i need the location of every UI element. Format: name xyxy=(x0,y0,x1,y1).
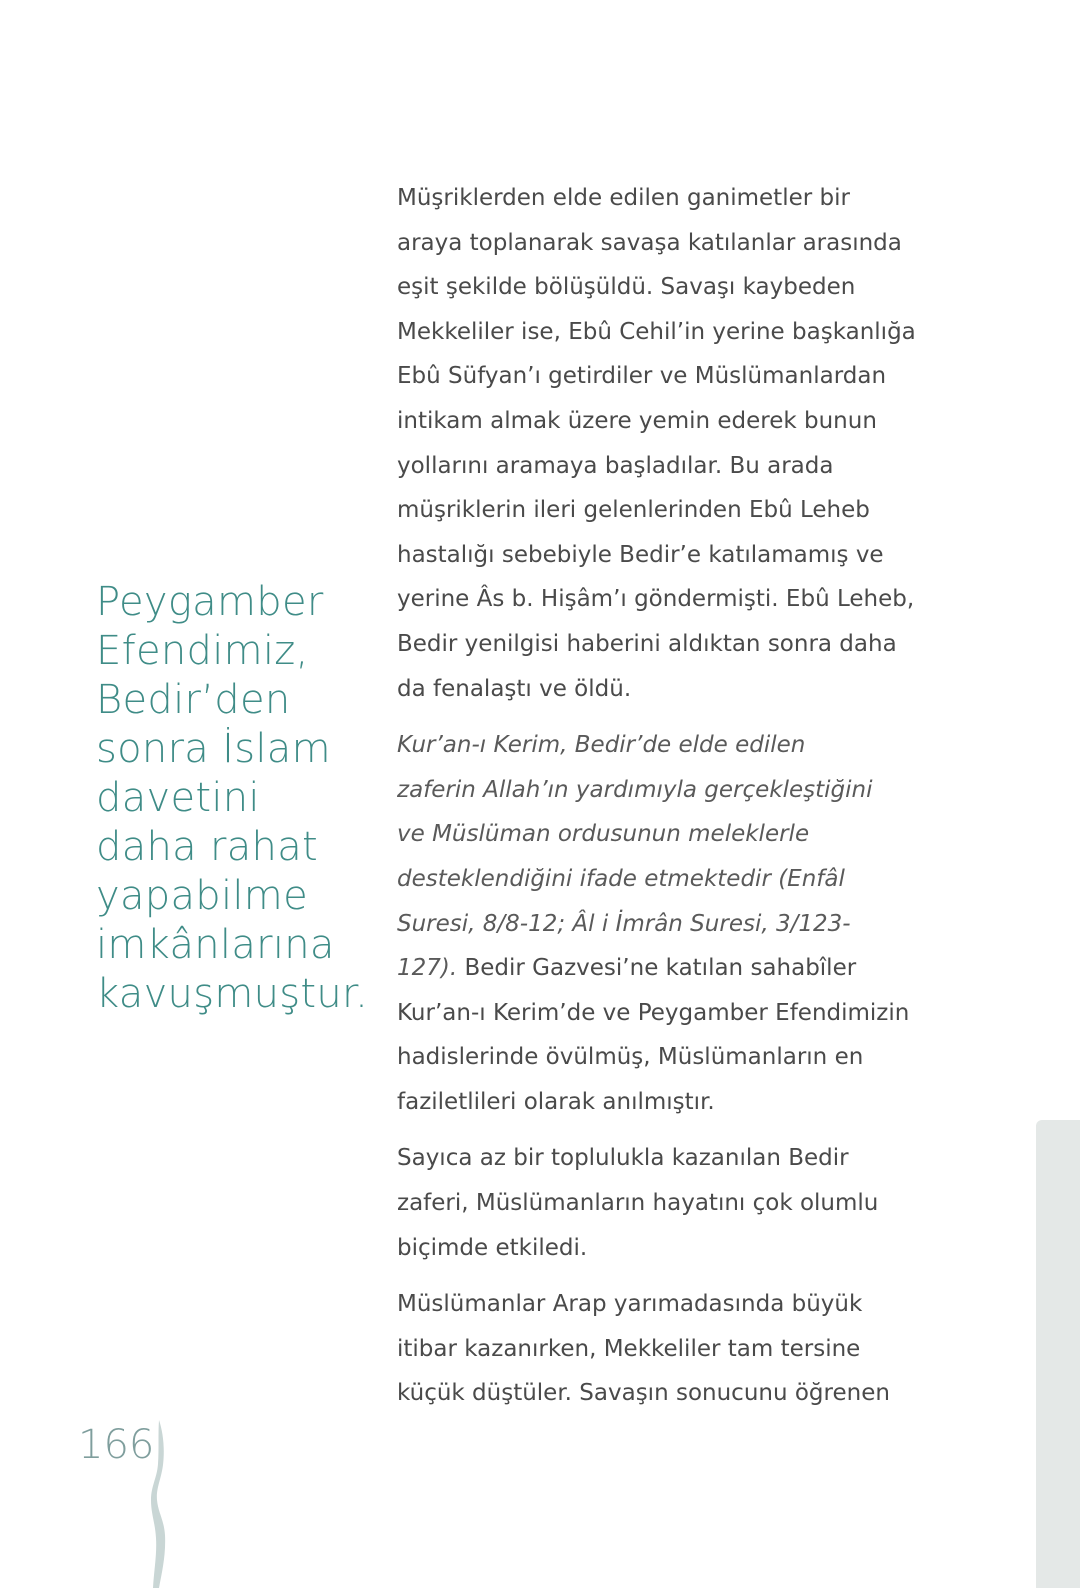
text-line: Müslümanlar Arap yarımadasında büyük xyxy=(397,1291,863,1318)
text-line-italic xyxy=(397,812,937,857)
text-line-mixed xyxy=(397,946,937,991)
ornament-icon xyxy=(148,1420,170,1588)
paragraph-2 xyxy=(397,723,937,1124)
pull-quote-line: sonra İslam xyxy=(96,726,331,772)
page-number: 166 xyxy=(78,1422,155,1468)
text-line: araya toplanarak savaşa katılanlar arasında xyxy=(397,229,902,256)
italic-citation: 127). xyxy=(397,955,458,982)
side-tab xyxy=(1036,1120,1080,1588)
text-line: zaferi, Müslümanların hayatını çok olumlu xyxy=(397,1190,879,1217)
text-line: Mekkeliler ise, Ebû Cehil’in yerine başkanlığa xyxy=(397,318,916,345)
text-line: müşriklerin ileri gelenlerinden Ebû Leheb xyxy=(397,497,870,524)
text-line: yerine Âs b. Hişâm’ı göndermişti. Ebû Leheb, xyxy=(397,586,915,613)
body-text-column xyxy=(397,176,937,1428)
text-line: Ebû Süfyan’ı getirdiler ve Müslümanlardan xyxy=(397,363,887,390)
text-line: itibar kazanırken, Mekkeliler tam tersine xyxy=(397,1335,861,1362)
text-line: faziletlileri olarak anılmıştır. xyxy=(397,1088,715,1115)
italic-citation: ve Müslüman ordusunun meleklerle xyxy=(397,821,810,848)
pull-quote-line: imkânlarına xyxy=(96,922,335,968)
pull-quote-line: yapabilme xyxy=(96,873,308,919)
text-line: Bedir yenilgisi haberini aldıktan sonra daha xyxy=(397,630,897,657)
pull-quote-line: Peygamber xyxy=(96,579,324,625)
pull-quote-line: daha rahat xyxy=(96,824,318,870)
text-line: küçük düştüler. Savaşın sonucunu öğrenen xyxy=(397,1380,890,1407)
paragraph-4 xyxy=(397,1282,937,1416)
pull-quote-line: davetini xyxy=(96,775,260,821)
text-line: biçimde etkiledi. xyxy=(397,1234,588,1261)
text-line: Müşriklerden elde edilen ganimetler bir xyxy=(397,185,850,211)
text-line: Kur’an-ı Kerim’de ve Peygamber Efendimizin xyxy=(397,999,910,1026)
pull-quote-line: Efendimiz, xyxy=(96,628,309,674)
text-line-italic xyxy=(397,902,937,947)
text-line: Sayıca az bir toplulukla kazanılan Bedir xyxy=(397,1145,849,1172)
italic-citation: zaferin Allah’ın yardımıyla gerçekleştiğini xyxy=(397,776,873,803)
italic-citation: desteklendiğini ifade etmektedir (Enfâl xyxy=(397,865,845,892)
text-line: yollarını aramaya başladılar. Bu arada xyxy=(397,452,834,479)
text-line: da fenalaştı ve öldü. xyxy=(397,675,632,702)
text-line: hastalığı sebebiyle Bedir’e katılamamış ve xyxy=(397,541,884,568)
text-line-italic xyxy=(397,768,937,813)
paragraph-1 xyxy=(397,176,937,711)
pull-quote xyxy=(96,578,369,1019)
text-run: Bedir Gazvesi’ne katılan sahabîler xyxy=(457,955,857,982)
text-line-italic xyxy=(397,723,937,768)
text-line: eşit şekilde bölüşüldü. Savaşı kaybeden xyxy=(397,274,856,301)
pull-quote-line: kavuşmuştur. xyxy=(96,971,369,1017)
italic-citation: Suresi, 8/8-12; Âl i İmrân Suresi, 3/123- xyxy=(397,910,851,937)
text-line: intikam almak üzere yemin ederek bunun xyxy=(397,407,877,434)
pull-quote-line: Bedir’den xyxy=(96,677,291,723)
text-line: hadislerinde övülmüş, Müslümanların en xyxy=(397,1044,864,1071)
text-line-italic xyxy=(397,857,937,902)
paragraph-3 xyxy=(397,1136,937,1270)
italic-citation: Kur’an-ı Kerim, Bedir’de elde edilen xyxy=(397,732,806,759)
